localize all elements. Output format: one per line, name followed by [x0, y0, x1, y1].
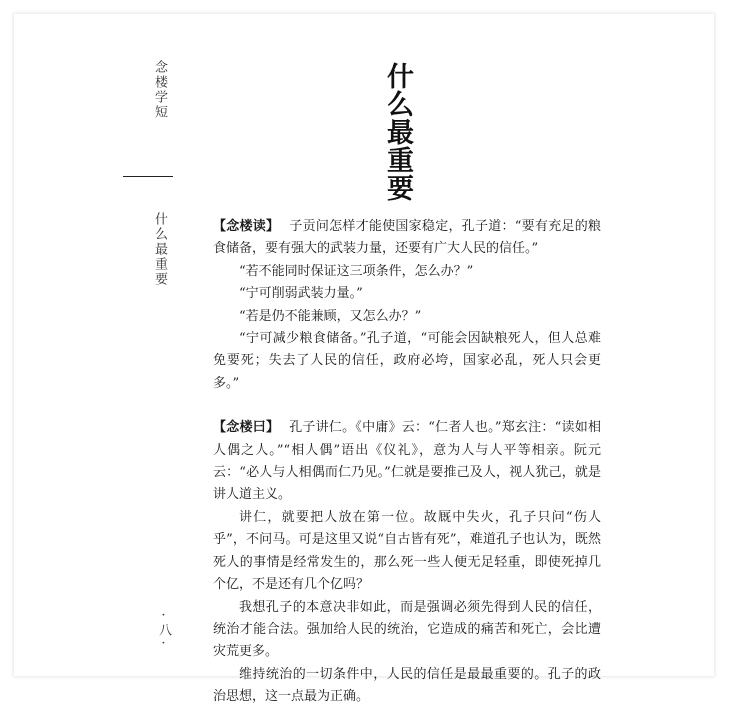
- section-gap: [213, 395, 601, 417]
- section1-tag: 【念楼读】: [213, 219, 280, 234]
- running-header: 念楼学短: [152, 60, 167, 120]
- section2-tag: 【念楼曰】: [213, 420, 280, 436]
- book-page: [14, 14, 714, 705]
- section2-para-0: 【念楼曰】 孔子讲仁。《中庸》云：“仁者人也。”郑玄注：“读如相人偶之人。”“相人偶”语出《仪礼》，意为人与人平等相亲。阮元云：“必人与人相偶而仁乃见。”仁就是要推己及人，视人犹己，就是讲人道主义。: [213, 420, 601, 503]
- section2-para-2: 我想孔子的本意决非如此，而是强调必须先得到人民的信任，统治才能合法。强加给人民的统治，它造成的痛苦和死亡，会比遭灾荒更多。: [213, 599, 601, 660]
- body-text: [213, 216, 601, 709]
- section1-para-2: “宁可削弱武装力量。”: [239, 286, 363, 302]
- section1-para-4: “宁可减少粮食储备。”孔子道，“可能会因缺粮死人，但人总难免要死；失去了人民的信任，政府必垮，国家必乱，死人只会更多。”: [213, 331, 601, 391]
- section2-para-1: 讲仁，就要把人放在第一位。故厩中失火，孔子只问“伤人乎”，不问马。可是这里又说“自古皆有死”，难道孔子也认为，既然死人的事情是经常发生的，那么死一些人便无足轻重，即使死掉几个亿，不是还有几个亿吗？: [213, 509, 601, 593]
- chapter-title-margin: 什么最重要: [152, 212, 167, 287]
- section1-para-1: “若不能同时保证这三项条件，怎么办？”: [239, 263, 474, 279]
- page-title: 什么最重要: [382, 62, 413, 202]
- section1-para-3: “若是仍不能兼顾，又怎么办？”: [239, 308, 422, 324]
- section1-para-0: 【念楼读】 子贡问怎样才能使国家稳定，孔子道：“要有充足的粮食储备，要有强大的武装力量，还要有广大人民的信任。”: [213, 219, 601, 257]
- page-number: ·八·: [156, 608, 171, 651]
- header-divider: [123, 176, 173, 177]
- section2-para-3: 维持统治的一切条件中，人民的信任是最最重要的。孔子的政治思想，这一点最为正确。: [213, 666, 601, 705]
